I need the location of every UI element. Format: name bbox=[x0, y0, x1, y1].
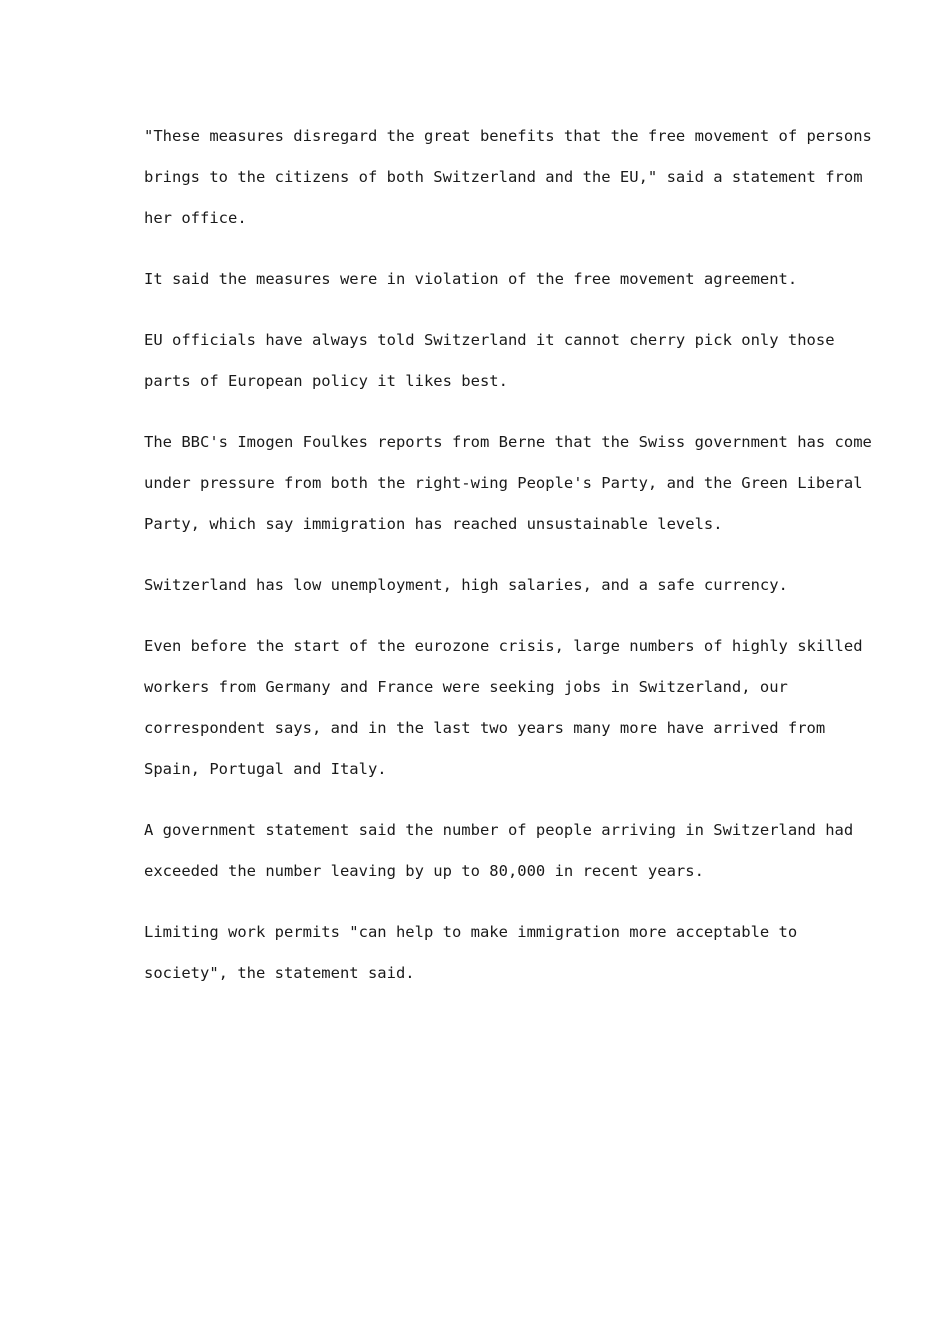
text-line: society", the statement said. bbox=[144, 964, 415, 982]
paragraph bbox=[144, 116, 872, 239]
paragraph bbox=[144, 320, 835, 402]
text-line: workers from Germany and France were seeking jobs in Switzerland, our bbox=[144, 678, 788, 696]
text-line: brings to the citizens of both Switzerland and the EU," said a statement from bbox=[144, 168, 863, 186]
text-line: correspondent says, and in the last two years many more have arrived from bbox=[144, 719, 826, 737]
text-line: Even before the start of the eurozone crisis, large numbers of highly skilled bbox=[144, 637, 863, 655]
text-line: "These measures disregard the great benefits that the free movement of persons bbox=[144, 127, 872, 145]
paragraph bbox=[144, 810, 854, 892]
text-line: her office. bbox=[144, 209, 247, 227]
text-line: A government statement said the number of people arriving in Switzerland had bbox=[144, 821, 854, 839]
paragraph bbox=[144, 912, 824, 994]
text-line: parts of European policy it likes best. bbox=[144, 372, 508, 390]
text-line: exceeded the number leaving by up to 80,000 in recent years. bbox=[144, 862, 704, 880]
text-line: EU officials have always told Switzerland it cannot cherry pick only those bbox=[144, 331, 835, 349]
paragraph bbox=[144, 565, 824, 606]
text-line: Limiting work permits "can help to make immigration more acceptable to bbox=[144, 923, 798, 941]
text-line: Switzerland has low unemployment, high salaries, and a safe currency. bbox=[144, 576, 788, 594]
text-line: The BBC's Imogen Foulkes reports from Berne that the Swiss government has come bbox=[144, 433, 872, 451]
text-line: under pressure from both the right-wing People's Party, and the Green Liberal bbox=[144, 474, 863, 492]
text-line: It said the measures were in violation of the free movement agreement. bbox=[144, 270, 798, 288]
document-body bbox=[144, 116, 872, 1014]
paragraph bbox=[144, 259, 824, 300]
text-line: Party, which say immigration has reached unsustainable levels. bbox=[144, 515, 723, 533]
paragraph bbox=[144, 626, 863, 790]
paragraph bbox=[144, 422, 872, 545]
text-line: Spain, Portugal and Italy. bbox=[144, 760, 387, 778]
